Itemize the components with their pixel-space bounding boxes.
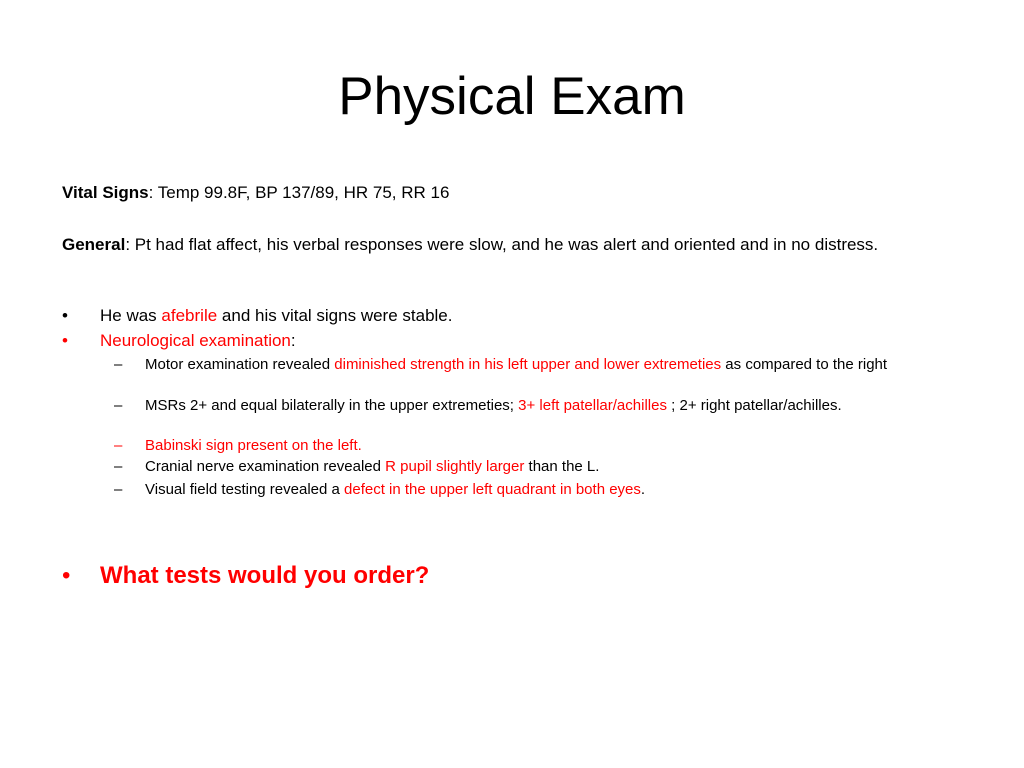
general-paragraph	[62, 235, 942, 255]
sub-text-post: ; 2+ right patellar/achilles.	[666, 397, 842, 414]
dash-marker: –	[114, 356, 123, 373]
vital-signs-text: : Temp 99.8F, BP 137/89, HR 75, RR 16	[148, 183, 450, 202]
bullet-marker: •	[62, 331, 68, 350]
dash-marker: –	[114, 437, 123, 454]
bullet-text	[100, 305, 452, 327]
vital-signs-label: Vital Signs	[62, 183, 149, 202]
bullet-marker: •	[62, 306, 68, 325]
bullet-neuro-exam	[62, 330, 942, 352]
sub-text-highlight: defect in the upper left quadrant in both eyes	[344, 481, 641, 498]
sub-text-highlight: Babinski sign present on the left.	[145, 437, 362, 454]
bullet-afebrile	[62, 305, 942, 327]
dash-marker: –	[114, 397, 123, 414]
dash-marker: –	[114, 458, 123, 475]
sub-text-pre: Motor examination revealed	[145, 356, 335, 373]
sub-item-text	[145, 458, 935, 476]
sub-item-text	[145, 481, 935, 499]
dash-marker: –	[114, 481, 123, 498]
question-text: What tests would you order?	[100, 562, 430, 589]
sub-item-text	[145, 437, 935, 455]
slide-title: Physical Exam	[338, 67, 686, 126]
sub-text-pre: Visual field testing revealed a	[145, 481, 345, 498]
sub-text-highlight: 3+ left patellar/achilles	[518, 397, 667, 414]
sub-text-pre: MSRs 2+ and equal bilaterally in the upper extremeties;	[145, 397, 519, 414]
sub-text-pre: Cranial nerve examination revealed	[145, 458, 386, 475]
sub-item-text	[145, 397, 935, 415]
bullet-text	[100, 330, 296, 352]
sub-text-highlight: diminished strength in his left upper and lower extremeties	[334, 356, 722, 373]
sub-text-post: than the L.	[524, 458, 600, 475]
bullet-text-post: and his vital signs were stable.	[217, 306, 453, 325]
sub-text-post: as compared to the right	[721, 356, 888, 373]
sub-text-post: .	[640, 481, 646, 498]
sub-text-highlight: R pupil slightly larger	[385, 458, 525, 475]
general-label: General	[62, 235, 126, 254]
general-text: : Pt had flat affect, his verbal responses were slow, and he was alert and oriented and in no distress.	[125, 235, 879, 254]
bullet-marker: •	[62, 562, 71, 589]
bullet-text-highlight: afebrile	[161, 306, 218, 325]
sub-item-text	[145, 356, 935, 374]
bullet-text-post: :	[290, 331, 296, 350]
bullet-text-pre: He was	[100, 306, 162, 325]
bullet-text-highlight: Neurological examination	[100, 331, 291, 350]
vital-signs-paragraph	[62, 183, 942, 203]
